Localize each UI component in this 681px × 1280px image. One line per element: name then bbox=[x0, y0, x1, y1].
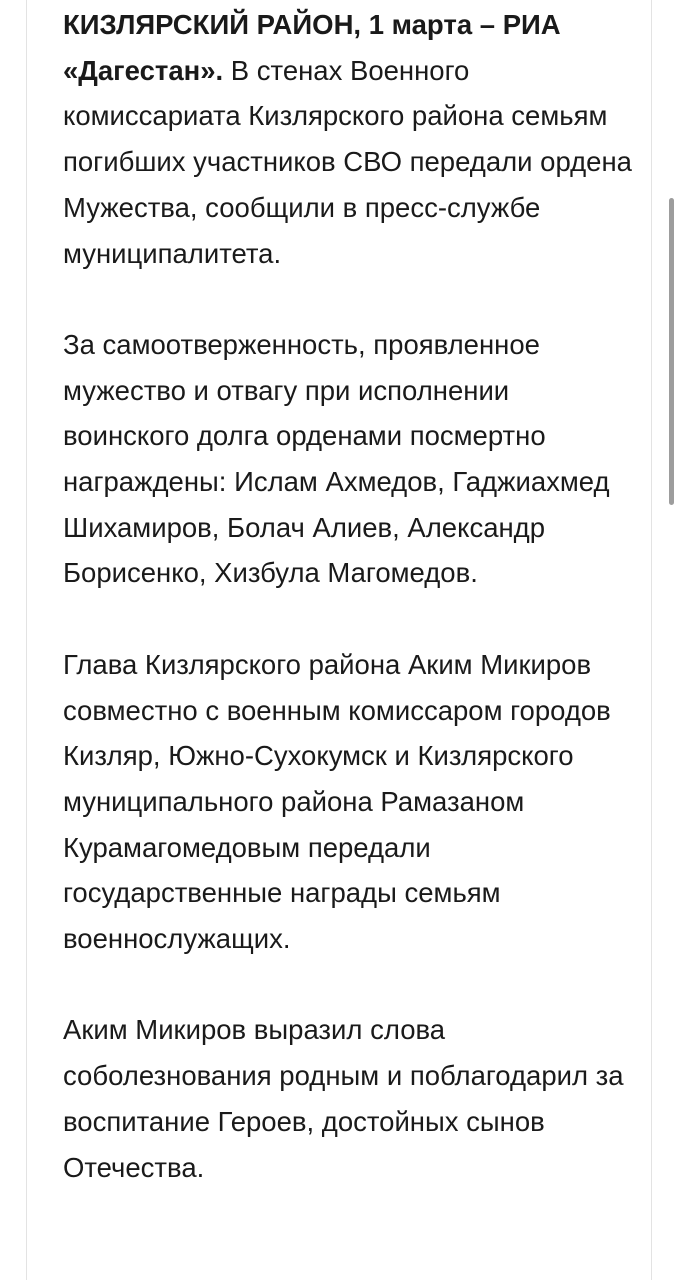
article-body bbox=[63, 2, 633, 1236]
article-lead-paragraph bbox=[63, 2, 633, 276]
article-paragraph: Аким Микиров выразил слова соболезнования родным и поблагодарил за воспитание Героев, достойных сынов Отечества. bbox=[63, 1014, 624, 1183]
article-lead-dateline: КИЗЛЯРСКИЙ РАЙОН, 1 марта – РИА «Дагестан». bbox=[63, 9, 561, 86]
article-paragraph: Глава Кизлярского района Аким Микиров совместно с военным комиссаром городов Кизляр, Южно-Сухокумск и Кизлярского муниципального района Рамазаном Курамагомедовым передали государственные награды семьям военнослужащих. bbox=[63, 648, 611, 955]
article-paragraph: За самоотверженность, проявленное мужество и отвагу при исполнении воинского долга орденами посмертно награждены: Ислам Ахмедов, Гаджиахмед Шихамиров, Болач Алиев, Александр Борисенко, Хизбула Магомедов. bbox=[63, 328, 610, 589]
vertical-scrollbar[interactable] bbox=[669, 198, 674, 505]
article-lead-text: В стенах Военного комиссариата Кизлярского района семьям погибших участников СВО передали ордена Мужества, сообщили в пресс-службе муниципалитета. bbox=[63, 54, 632, 269]
